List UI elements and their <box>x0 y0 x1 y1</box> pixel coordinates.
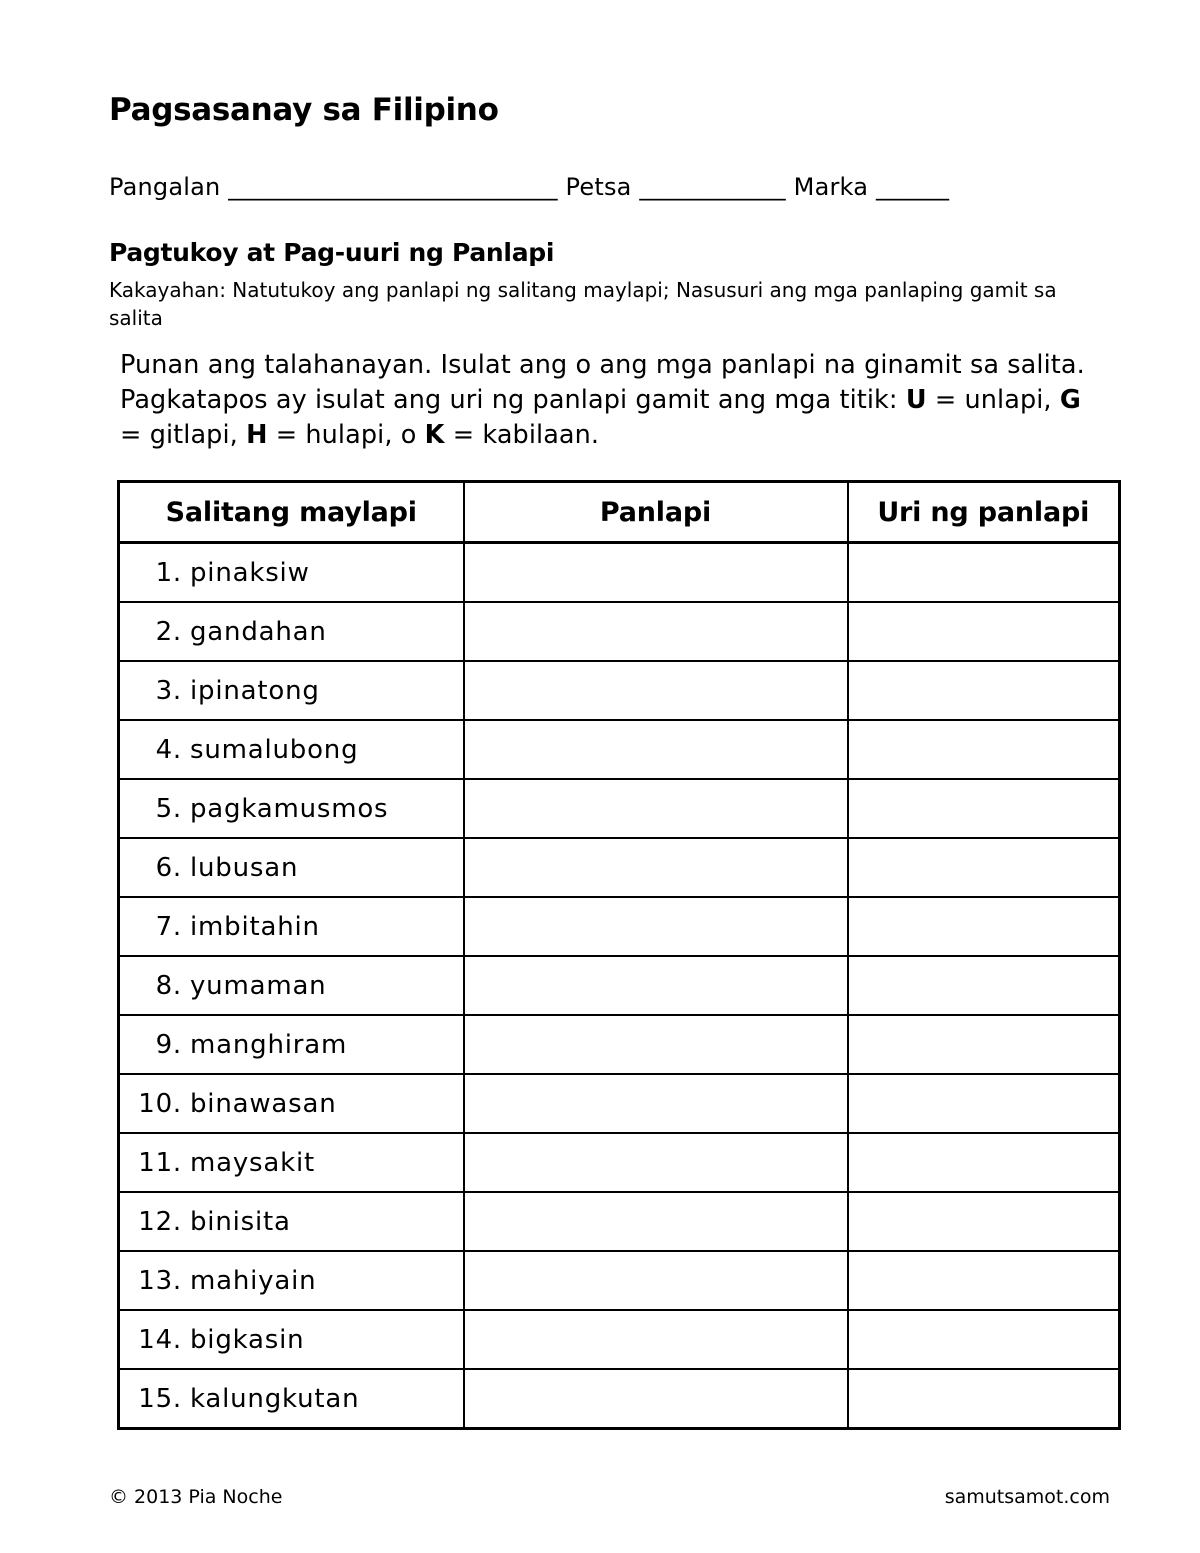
word-cell <box>119 897 464 956</box>
site-url: samutsamot.com <box>944 1486 1110 1508</box>
affix-answer-cell[interactable] <box>464 779 848 838</box>
header-affix-type: Uri ng panlapi <box>848 482 1120 543</box>
instructions-intro: Punan ang talahanayan. Isulat ang o ang mga panlapi na ginamit sa salita. Pagkatapos ay isulat ang uri ng panlapi gamit ang mga titik: <box>120 350 1085 415</box>
affix-answer-cell[interactable] <box>464 720 848 779</box>
table-row <box>119 1074 1120 1133</box>
item-word: binisita <box>190 1206 291 1237</box>
page-title: Pagsasanay sa Filipino <box>109 92 499 128</box>
item-word: mahiyain <box>190 1265 317 1296</box>
item-number: 7. <box>155 911 182 942</box>
word-cell <box>119 1074 464 1133</box>
competency-text: Kakayahan: Natutukoy ang panlapi ng salitang maylapi; Nasusuri ang mga panlaping gamit sa salita <box>109 278 1057 330</box>
word-cell <box>119 1251 464 1310</box>
item-number: 6. <box>155 852 182 883</box>
item-number: 10. <box>138 1088 182 1119</box>
item-word: sumalubong <box>190 734 359 765</box>
item-word: imbitahin <box>190 911 320 942</box>
word-cell <box>119 838 464 897</box>
affix-type-answer-cell[interactable] <box>848 720 1120 779</box>
affix-answer-cell[interactable] <box>464 956 848 1015</box>
item-word: lubusan <box>190 852 299 883</box>
item-word: manghiram <box>190 1029 348 1060</box>
item-number: 5. <box>155 793 182 824</box>
legend-h: H = hulapi, o <box>246 420 425 450</box>
word-cell <box>119 1310 464 1369</box>
affix-type-answer-cell[interactable] <box>848 1192 1120 1251</box>
affix-type-answer-cell[interactable] <box>848 838 1120 897</box>
item-number: 4. <box>155 734 182 765</box>
legend-letter: K <box>424 420 445 450</box>
word-cell <box>119 543 464 603</box>
item-word: bigkasin <box>190 1324 305 1355</box>
table-row <box>119 720 1120 779</box>
affix-answer-cell[interactable] <box>464 1074 848 1133</box>
affix-type-answer-cell[interactable] <box>848 1133 1120 1192</box>
table-body <box>119 543 1120 1429</box>
item-word: binawasan <box>190 1088 337 1119</box>
score-label: Marka <box>793 173 869 201</box>
item-word: pagkamusmos <box>190 793 389 824</box>
worksheet-table <box>117 480 1121 1430</box>
affix-type-answer-cell[interactable] <box>848 661 1120 720</box>
affix-answer-cell[interactable] <box>464 661 848 720</box>
legend-separator: , <box>1043 385 1060 415</box>
table-row <box>119 602 1120 661</box>
legend-separator: . <box>590 420 600 450</box>
word-cell <box>119 1015 464 1074</box>
table-row <box>119 1310 1120 1369</box>
table-row <box>119 661 1120 720</box>
word-cell <box>119 956 464 1015</box>
copyright: © 2013 Pia Noche <box>109 1486 283 1508</box>
table-row <box>119 543 1120 603</box>
legend-meaning: unlapi <box>964 385 1044 415</box>
item-number: 8. <box>155 970 182 1001</box>
affix-answer-cell[interactable] <box>464 543 848 603</box>
date-blank: ____________ <box>639 173 786 201</box>
legend-letter: H <box>246 420 268 450</box>
item-number: 11. <box>138 1147 182 1178</box>
word-cell <box>119 661 464 720</box>
legend-meaning: hulapi <box>305 420 385 450</box>
table-row <box>119 1369 1120 1429</box>
item-number: 1. <box>155 557 182 588</box>
affix-type-answer-cell[interactable] <box>848 1074 1120 1133</box>
table-row <box>119 838 1120 897</box>
word-cell <box>119 779 464 838</box>
affix-answer-cell[interactable] <box>464 602 848 661</box>
affix-type-answer-cell[interactable] <box>848 602 1120 661</box>
legend-u: U = unlapi, <box>905 385 1060 415</box>
instructions <box>120 348 1110 453</box>
item-number: 13. <box>138 1265 182 1296</box>
section-title: Pagtukoy at Pag-uuri ng Panlapi <box>109 238 555 267</box>
table-header-row <box>119 482 1120 543</box>
affix-answer-cell[interactable] <box>464 1133 848 1192</box>
item-number: 3. <box>155 675 182 706</box>
item-word: maysakit <box>190 1147 315 1178</box>
item-number: 12. <box>138 1206 182 1237</box>
item-word: gandahan <box>190 616 327 647</box>
item-word: ipinatong <box>190 675 320 706</box>
date-label: Petsa <box>565 173 632 201</box>
affix-type-answer-cell[interactable] <box>848 956 1120 1015</box>
score-blank: ______ <box>875 173 950 201</box>
affix-type-answer-cell[interactable] <box>848 1015 1120 1074</box>
item-number: 2. <box>155 616 182 647</box>
word-cell <box>119 720 464 779</box>
legend-meaning: gitlapi <box>149 420 230 450</box>
item-number: 9. <box>155 1029 182 1060</box>
table-row <box>119 897 1120 956</box>
legend-letter: U <box>905 385 927 415</box>
item-word: pinaksiw <box>190 557 310 588</box>
header-word: Salitang maylapi <box>119 482 464 543</box>
affix-answer-cell[interactable] <box>464 1015 848 1074</box>
table-row <box>119 1251 1120 1310</box>
item-word: kalungkutan <box>190 1383 360 1414</box>
affix-type-answer-cell[interactable] <box>848 897 1120 956</box>
table-row <box>119 956 1120 1015</box>
affix-type-answer-cell[interactable] <box>848 1369 1120 1429</box>
item-number: 14. <box>138 1324 182 1355</box>
word-cell <box>119 602 464 661</box>
affix-answer-cell[interactable] <box>464 838 848 897</box>
affix-type-answer-cell[interactable] <box>848 1310 1120 1369</box>
legend-meaning: kabilaan <box>482 420 591 450</box>
affix-type-answer-cell[interactable] <box>848 543 1120 603</box>
affix-answer-cell[interactable] <box>464 897 848 956</box>
student-info-line <box>109 173 949 201</box>
word-cell <box>119 1192 464 1251</box>
affix-answer-cell[interactable] <box>464 1369 848 1429</box>
legend-separator: , o <box>384 420 425 450</box>
legend-g: G = gitlapi, <box>120 385 1081 450</box>
legend-separator: , <box>229 420 247 450</box>
table-row <box>119 1015 1120 1074</box>
legend-letter: G <box>1059 385 1081 415</box>
table-row <box>119 1133 1120 1192</box>
affix-answer-cell[interactable] <box>464 1251 848 1310</box>
table-row <box>119 779 1120 838</box>
item-number: 15. <box>138 1383 182 1414</box>
affix-type-answer-cell[interactable] <box>848 1251 1120 1310</box>
legend-k: K = kabilaan. <box>424 420 600 450</box>
word-cell <box>119 1369 464 1429</box>
name-blank: ___________________________ <box>228 173 558 201</box>
table-row <box>119 1192 1120 1251</box>
affix-answer-cell[interactable] <box>464 1310 848 1369</box>
header-affix: Panlapi <box>464 482 848 543</box>
name-label: Pangalan <box>109 173 221 201</box>
affix-type-answer-cell[interactable] <box>848 779 1120 838</box>
item-word: yumaman <box>190 970 327 1001</box>
affix-answer-cell[interactable] <box>464 1192 848 1251</box>
word-cell <box>119 1133 464 1192</box>
